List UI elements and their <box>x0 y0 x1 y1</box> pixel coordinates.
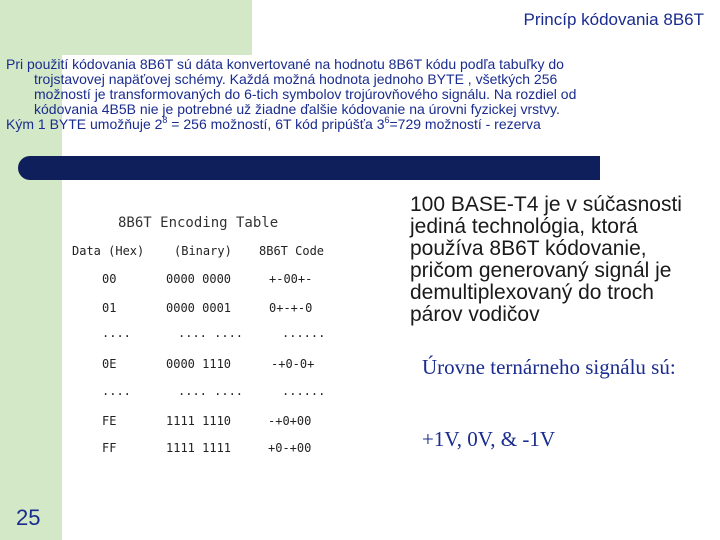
table-cell: 0000 1110 <box>166 357 232 371</box>
table-title: 8B6T Encoding Table <box>118 215 279 231</box>
table-header-binary: (Binary) <box>174 244 232 258</box>
table-cell: -+0-0+ <box>271 357 315 371</box>
t4-description: 100 BASE-T4 je v súčasnosti jediná technológia, ktorá používa 8B6T kódovanie, pričom generovaný signál je demultiplexovaný do troch párov vodičov <box>410 193 682 326</box>
table-cell: 00 <box>102 272 117 286</box>
table-cell: 01 <box>102 301 117 315</box>
table-cell: +-00+- <box>269 272 313 286</box>
table-header-hex: Data (Hex) <box>72 244 145 258</box>
slide-title: Princíp kódovania 8B6T <box>523 10 704 29</box>
table-cell: ...... <box>282 326 326 340</box>
table-cell: -+0+00 <box>268 414 312 428</box>
table-cell: 0000 0001 <box>166 301 232 315</box>
table-cell: .... <box>102 384 131 398</box>
table-cell: +0-+00 <box>268 441 312 455</box>
table-cell: .... <box>102 326 131 340</box>
table-header-code: 8B6T Code <box>259 244 325 258</box>
intro-text <box>6 57 610 132</box>
table-cell: FE <box>102 414 117 428</box>
top-decor-block <box>0 0 252 55</box>
levels-values: +1V, 0V, & -1V <box>422 427 556 451</box>
table-cell: .... .... <box>178 326 244 340</box>
slide-number: 25 <box>16 505 41 530</box>
table-cell: FF <box>102 441 117 455</box>
navy-band <box>18 156 600 180</box>
table-cell: .... .... <box>178 384 244 398</box>
table-cell: ...... <box>282 384 326 398</box>
table-cell: 0000 0000 <box>166 272 232 286</box>
table-cell: 0+-+-0 <box>269 301 313 315</box>
intro-paragraph-2: Kým 1 BYTE umožňuje $2^8 = 256$ možností, 6T kód pripúšťa $3^6=729$ možností - rezerva <box>6 115 541 132</box>
intro-paragraph-1: Pri použití kódovania 8B6T sú dáta konvertované na hodnotu 8B6T kódu podľa tabuľky do trojstavovej napäťovej schémy. Každá možná hodnota jednoho BYTE , všetkých 256 možností je transformovaných do 6-tich symbolov trojúrovňového signálu. Na rozdiel od kódovania 4B5B nie je potrebné už žiadne ďalšie kódovanie na úrovni fyzickej vrstvy. <box>6 56 577 117</box>
table-cell: 1111 1111 <box>166 441 232 455</box>
table-cell: 1111 1110 <box>166 414 232 428</box>
levels-label: Úrovne ternárneho signálu sú: <box>422 355 676 379</box>
table-cell: 0E <box>102 357 117 371</box>
